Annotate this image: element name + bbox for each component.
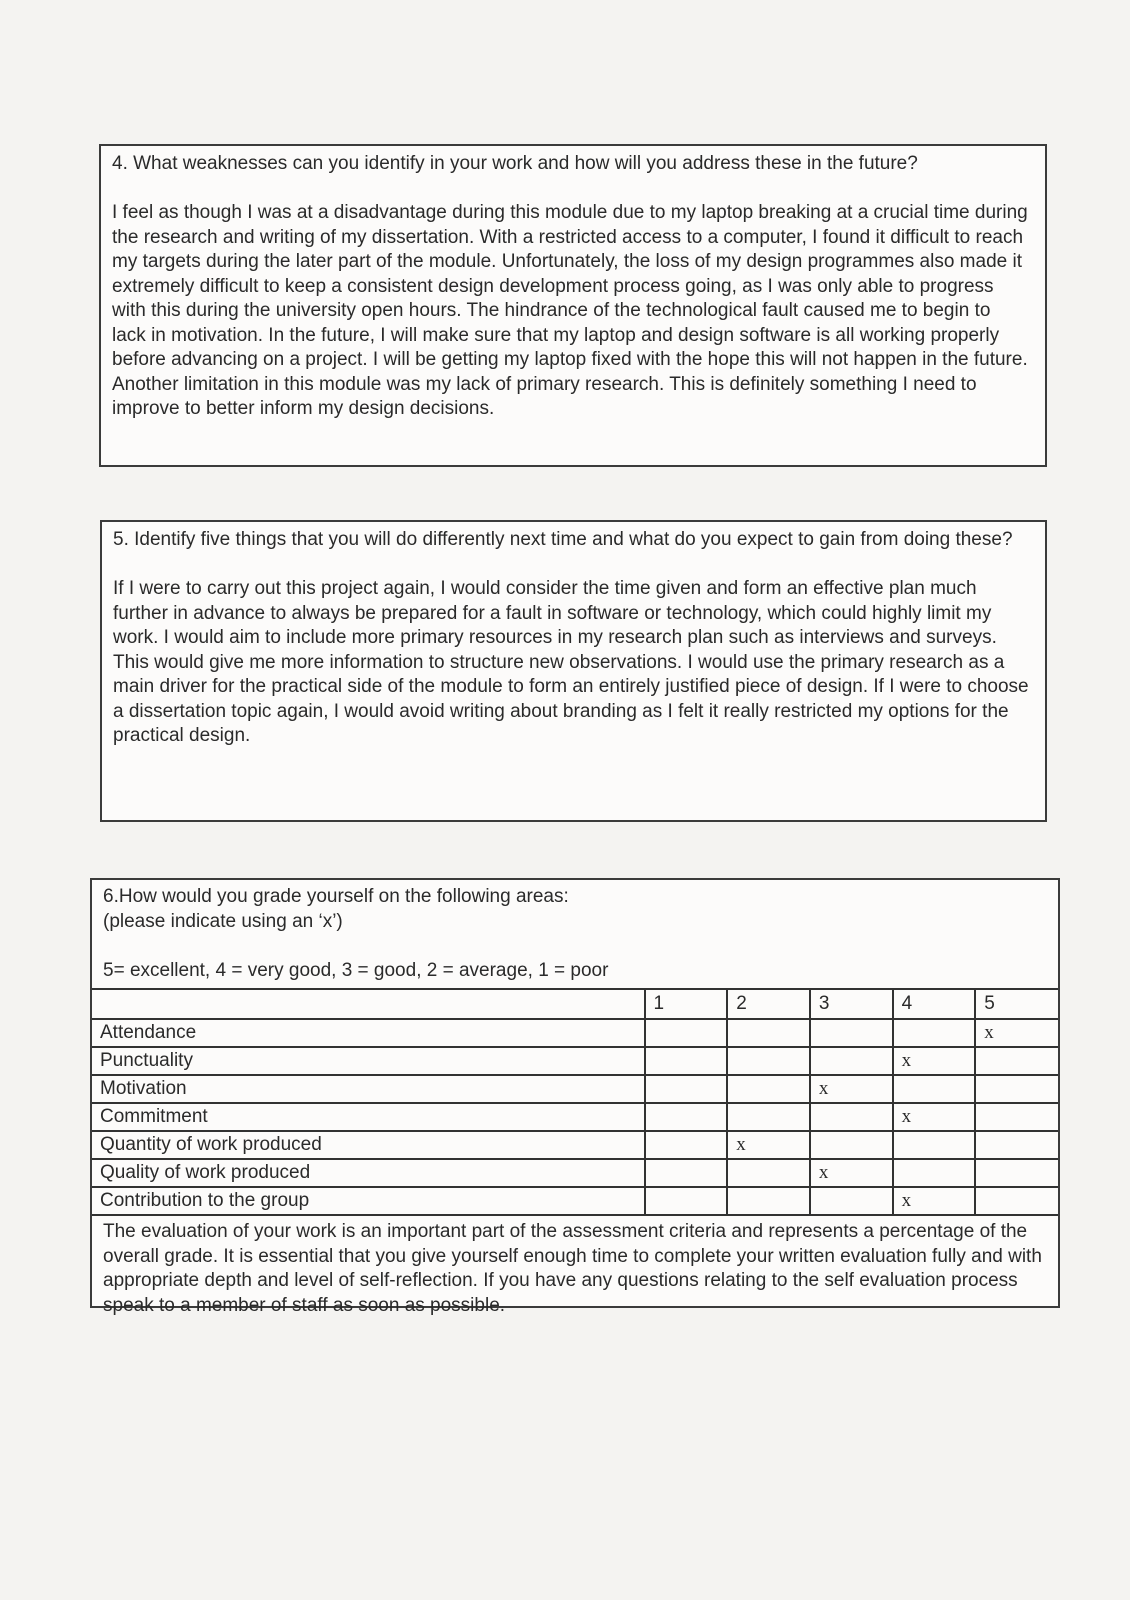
criterion-label: Punctuality (92, 1047, 645, 1075)
mark-cell (645, 1187, 728, 1215)
mark-cell (975, 1159, 1058, 1187)
mark-cell (645, 1131, 728, 1159)
table-row-attendance (92, 1019, 1058, 1047)
mark-cell (810, 1103, 893, 1131)
question-4-text: 4. What weaknesses can you identify in your work and how will you address these in the future? (112, 153, 918, 174)
grade-column-header-4: 4 (893, 989, 976, 1019)
table-row-quality-of-work (92, 1159, 1058, 1187)
criterion-label: Quality of work produced (92, 1159, 645, 1187)
mark-cell (975, 1131, 1058, 1159)
mark-cell (810, 1131, 893, 1159)
mark-cell: x (893, 1187, 976, 1215)
mark-cell (727, 1019, 810, 1047)
table-row-contribution (92, 1187, 1058, 1215)
mark-cell: x (975, 1019, 1058, 1047)
mark-cell (975, 1047, 1058, 1075)
question-5-box (100, 520, 1047, 822)
mark-cell (645, 1047, 728, 1075)
table-row-punctuality (92, 1047, 1058, 1075)
mark-cell (975, 1187, 1058, 1215)
table-row-motivation (92, 1075, 1058, 1103)
mark-cell (645, 1159, 728, 1187)
mark-cell (893, 1075, 976, 1103)
question-5-answer: If I were to carry out this project again, I would consider the time given and form an effective plan much further in advance to always be prepared for a fault in software or technology, which could highly limit my work. I would aim to include more primary resources in my research plan such as interviews and surveys. This would give me more information to structure new observations. I would use the primary research as a main driver for the practical side of the module to form an entirely justified piece of design. If I were to choose a dissertation topic again, I would avoid writing about branding as I felt it really restricted my options for the practical design. (113, 578, 1029, 746)
mark-cell: x (810, 1075, 893, 1103)
criterion-label: Quantity of work produced (92, 1131, 645, 1159)
mark-cell (893, 1131, 976, 1159)
criterion-label: Commitment (92, 1103, 645, 1131)
grade-column-header-3: 3 (810, 989, 893, 1019)
criterion-label: Attendance (92, 1019, 645, 1047)
table-row-quantity-of-work (92, 1131, 1058, 1159)
criterion-label: Contribution to the group (92, 1187, 645, 1215)
question-6-box (90, 878, 1060, 1316)
mark-cell (727, 1159, 810, 1187)
grade-column-header-2: 2 (727, 989, 810, 1019)
question-6-text-line2: (please indicate using an ‘x’) (103, 910, 343, 932)
mark-cell: x (893, 1047, 976, 1075)
question-6-heading (92, 880, 1058, 983)
question-6-text-line1: 6.How would you grade yourself on the following areas: (103, 886, 569, 907)
mark-cell (727, 1075, 810, 1103)
mark-cell (645, 1019, 728, 1047)
criterion-label: Motivation (92, 1075, 645, 1103)
question-4-answer: I feel as though I was at a disadvantage during this module due to my laptop breaking at a crucial time during the research and writing of my dissertation. With a restricted access to a computer, I found it difficult to reach my targets during the later part of the module. Unfortunately, the loss of my design programmes also made it extremely difficult to keep a consistent design development process going, as I was only able to progress with this during the university open hours. The hindrance of the technological fault caused me to begin to lack in motivation. In the future, I will make sure that my laptop and design software is all working properly before advancing on a project. I will be getting my laptop fixed with the hope this will not happen in the future. Another limitation in this module was my lack of primary research. This is definitely something I need to improve to better inform my design decisions. (112, 202, 1028, 419)
mark-cell (975, 1075, 1058, 1103)
grade-table-corner-cell (92, 989, 645, 1019)
mark-cell (893, 1019, 976, 1047)
grade-column-header-5: 5 (975, 989, 1058, 1019)
mark-cell (645, 1075, 728, 1103)
mark-cell (727, 1047, 810, 1075)
question-4-box (99, 144, 1047, 467)
mark-cell (727, 1187, 810, 1215)
evaluation-note: The evaluation of your work is an important part of the assessment criteria and represents a percentage of the overall grade. It is essential that you give yourself enough time to complete your written evaluation fully and with appropriate depth and level of self-reflection. If you have any questions relating to the self evaluation process speak to a member of staff as soon as possible. (103, 1221, 1042, 1316)
question-5-text: 5. Identify five things that you will do differently next time and what do you expect to gain from doing these? (113, 529, 1013, 550)
mark-cell: x (893, 1103, 976, 1131)
mark-cell: x (727, 1131, 810, 1159)
mark-cell (810, 1019, 893, 1047)
mark-cell (645, 1103, 728, 1131)
mark-cell (727, 1103, 810, 1131)
mark-cell: x (810, 1159, 893, 1187)
grade-scale-legend: 5= excellent, 4 = very good, 3 = good, 2 = average, 1 = poor (103, 959, 609, 981)
mark-cell (810, 1187, 893, 1215)
mark-cell (810, 1047, 893, 1075)
grade-column-header-1: 1 (645, 989, 728, 1019)
mark-cell (975, 1103, 1058, 1131)
table-row-commitment (92, 1103, 1058, 1131)
grade-table-header-row (92, 989, 1058, 1019)
mark-cell (893, 1159, 976, 1187)
grade-table (92, 988, 1058, 1216)
